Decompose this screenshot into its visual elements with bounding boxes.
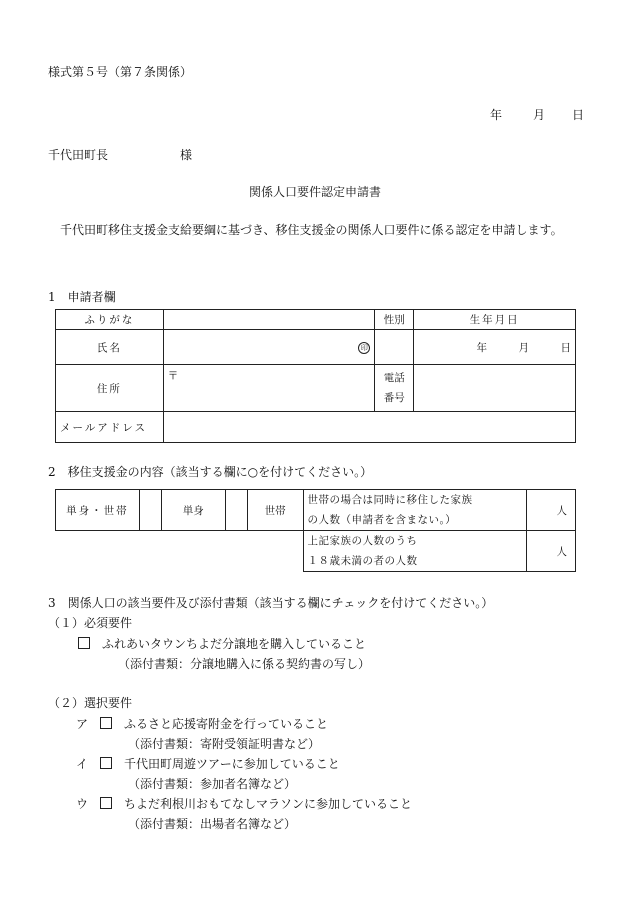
addressee: 千代田町長 [48, 148, 109, 162]
section2-heading: 2 移住支援金の内容（該当する欄に○を付けてください。） [48, 465, 373, 479]
required-checkbox[interactable] [78, 637, 90, 649]
optional-heading: （２）選択要件 [48, 696, 133, 710]
option-checkbox[interactable] [100, 757, 112, 769]
option-attach: （添付書類：出場者名簿など） [128, 817, 297, 831]
furigana-field[interactable] [163, 310, 375, 330]
phone-label: 電話 番号 [375, 365, 414, 412]
single-label: 単身 [161, 490, 225, 531]
furigana-label: ふりがな [56, 310, 164, 330]
document-title: 関係人口要件認定申請書 [248, 185, 381, 199]
addressee-honorific: 様 [180, 148, 193, 162]
members-note: 世帯の場合は同時に移住した家族 の人数（申請者を含まない。） [303, 490, 526, 531]
name-field[interactable] [163, 330, 375, 365]
required-item: ふれあいタウンちよだ分譲地を購入していること [78, 635, 366, 652]
phone-field[interactable] [414, 365, 576, 412]
single-mark-cell[interactable] [139, 490, 161, 531]
gender-label: 性別 [375, 310, 414, 330]
option-attach: （添付書類：寄附受領証明書など） [128, 737, 321, 751]
name-label: 氏名 [56, 330, 164, 365]
support-table [55, 489, 576, 572]
members-count-field[interactable]: 人 [527, 490, 576, 531]
date-month-label: 月 [533, 108, 546, 122]
applicant-table [55, 309, 576, 443]
email-field[interactable] [163, 412, 575, 443]
date-year-label: 年 [490, 108, 503, 122]
option-item: イ 千代田町周遊ツアーに参加していること [76, 757, 340, 771]
required-attach: （添付書類：分譲地購入に係る契約書の写し） [118, 657, 371, 671]
date-day-label: 日 [572, 108, 585, 122]
option-checkbox[interactable] [100, 717, 112, 729]
gender-field[interactable] [375, 330, 414, 365]
address-field[interactable] [163, 365, 375, 412]
household-label: 世帯 [247, 490, 303, 531]
under18-note: 上記家族の人数のうち １８歳未満の者の人数 [303, 531, 526, 572]
option-checkbox[interactable] [100, 797, 112, 809]
option-item: ウ ちよだ利根川おもてなしマラソンに参加していること [76, 797, 413, 811]
birthdate-field[interactable]: 年 月 日 [414, 330, 576, 365]
option-attach: （添付書類：参加者名簿など） [128, 777, 297, 791]
household-mark-cell[interactable] [225, 490, 247, 531]
address-label: 住所 [56, 365, 164, 412]
under18-count-field[interactable]: 人 [527, 531, 576, 572]
option-item: ア ふるさと応援寄附金を行っていること [76, 717, 329, 731]
household-type-label: 単身・世帯 [56, 490, 140, 531]
seal-mark: 印 [358, 342, 370, 354]
birthdate-label: 生年月日 [414, 310, 576, 330]
section3-heading: 3 関係人口の該当要件及び添付書類（該当する欄にチェックを付けてください。） [48, 596, 494, 610]
email-label: メールアドレス [56, 412, 164, 443]
section1-heading: 1 申請者欄 [48, 290, 116, 304]
form-number: 様式第５号（第７条関係） [48, 65, 193, 79]
postal-mark: 〒 [167, 370, 179, 382]
intro-paragraph: 千代田町移住支援金支給要綱に基づき、移住支援金の関係人口要件に係る認定を申請します。 [60, 223, 563, 237]
required-heading: （１）必須要件 [48, 616, 133, 630]
